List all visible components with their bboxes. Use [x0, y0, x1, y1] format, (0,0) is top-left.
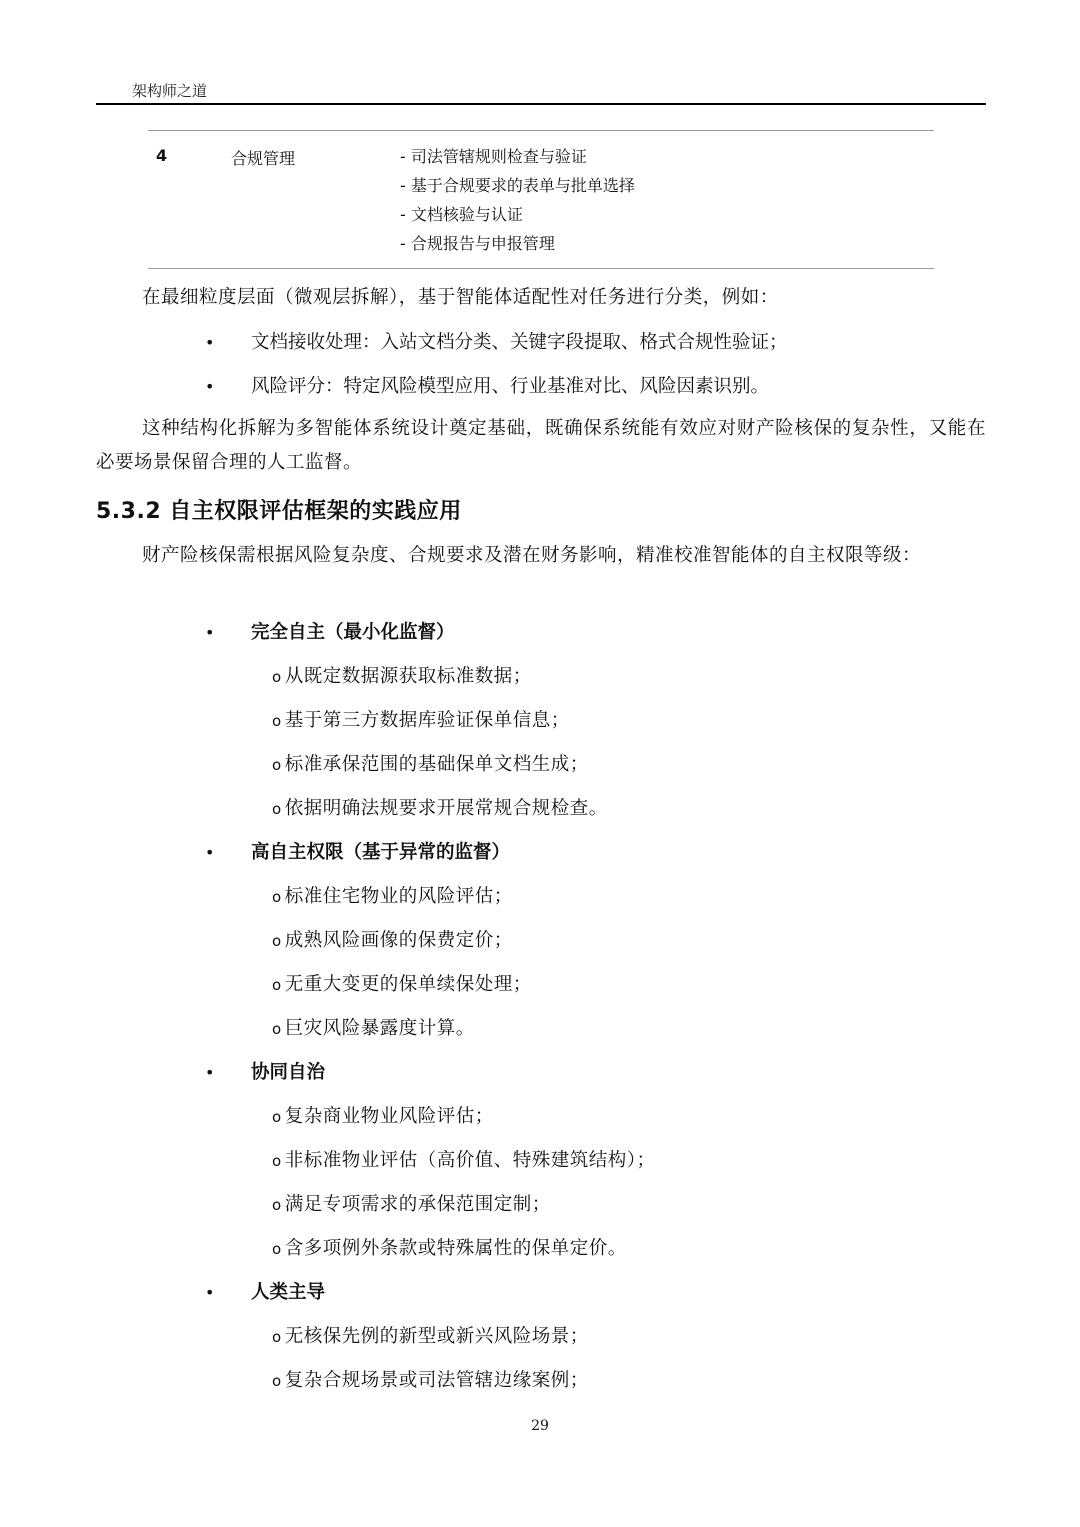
- autonomy-level-title: • 高自主权限（基于异常的监督）: [205, 840, 510, 866]
- bullet-icon: •: [205, 1283, 215, 1302]
- page-number: 29: [531, 1418, 549, 1434]
- sub-list-item: o 基于第三方数据库验证保单信息；: [272, 710, 570, 731]
- table-item: - 文档核验与认证: [400, 205, 523, 224]
- header-rule: [96, 103, 986, 105]
- circle-bullet-icon: o: [272, 1372, 282, 1390]
- sub-list-item: o 无重大变更的保单续保处理；: [272, 974, 532, 995]
- sub-list-item: o 标准承保范围的基础保单文档生成；: [272, 754, 589, 775]
- sub-list-item: o 从既定数据源获取标准数据；: [272, 666, 532, 687]
- list-item: • 风险评分：特定风险模型应用、行业基准对比、风险因素识别。: [205, 374, 769, 400]
- table-top-rule: [148, 130, 934, 131]
- autonomy-level-title: • 协同自治: [205, 1060, 325, 1086]
- section-heading: 5.3.2 自主权限评估框架的实践应用: [96, 499, 462, 524]
- sub-list-item: o 依据明确法规要求开展常规合规检查。: [272, 798, 608, 819]
- circle-bullet-icon: o: [272, 668, 282, 686]
- autonomy-level-title: • 人类主导: [205, 1280, 325, 1306]
- circle-bullet-icon: o: [272, 932, 282, 950]
- bullet-icon: •: [205, 377, 215, 396]
- autonomy-level-title: • 完全自主（最小化监督）: [205, 620, 455, 646]
- sub-list-item: o 标准住宅物业的风险评估；: [272, 886, 513, 907]
- table-item: - 基于合规要求的表单与批单选择: [400, 176, 635, 195]
- table-row-category: 合规管理: [231, 149, 296, 168]
- circle-bullet-icon: o: [272, 976, 282, 994]
- circle-bullet-icon: o: [272, 1328, 282, 1346]
- sub-list-item: o 含多项例外条款或特殊属性的保单定价。: [272, 1238, 627, 1259]
- circle-bullet-icon: o: [272, 712, 282, 730]
- sub-list-item: o 非标准物业评估（高价值、特殊建筑结构）；: [272, 1150, 656, 1171]
- table-row-items: [400, 145, 635, 261]
- intro-paragraph: 在最细粒度层面（微观层拆解），基于智能体适配性对任务进行分类，例如：: [142, 287, 779, 308]
- table-row-number: 4: [156, 146, 168, 165]
- circle-bullet-icon: o: [272, 756, 282, 774]
- circle-bullet-icon: o: [272, 1020, 282, 1038]
- circle-bullet-icon: o: [272, 1152, 282, 1170]
- section-intro-paragraph: 财产险核保需根据风险复杂度、合规要求及潜在财务影响，精准校准智能体的自主权限等级：: [142, 545, 922, 566]
- list-item: • 文档接收处理：入站文档分类、关键字段提取、格式合规性验证；: [205, 330, 788, 356]
- table-bottom-rule: [148, 268, 934, 269]
- sub-list-item: o 满足专项需求的承保范围定制；: [272, 1194, 551, 1215]
- running-header: 架构师之道: [132, 82, 208, 100]
- circle-bullet-icon: o: [272, 800, 282, 818]
- summary-paragraph: 这种结构化拆解为多智能体系统设计奠定基础，既确保系统能有效应对财产险核保的复杂性，又能在必要场景保留合理的人工监督。: [96, 418, 986, 473]
- circle-bullet-icon: o: [272, 1196, 282, 1214]
- bullet-icon: •: [205, 843, 215, 862]
- circle-bullet-icon: o: [272, 888, 282, 906]
- bullet-icon: •: [205, 623, 215, 642]
- sub-list-item: o 巨灾风险暴露度计算。: [272, 1018, 475, 1039]
- table-item: - 合规报告与申报管理: [400, 234, 555, 253]
- table-item: - 司法管辖规则检查与验证: [400, 147, 587, 166]
- sub-list-item: o 复杂商业物业风险评估；: [272, 1106, 494, 1127]
- circle-bullet-icon: o: [272, 1108, 282, 1126]
- sub-list-item: o 复杂合规场景或司法管辖边缘案例；: [272, 1370, 589, 1391]
- bullet-icon: •: [205, 1063, 215, 1082]
- circle-bullet-icon: o: [272, 1240, 282, 1258]
- sub-list-item: o 成熟风险画像的保费定价；: [272, 930, 513, 951]
- sub-list-item: o 无核保先例的新型或新兴风险场景；: [272, 1326, 589, 1347]
- bullet-icon: •: [205, 333, 215, 352]
